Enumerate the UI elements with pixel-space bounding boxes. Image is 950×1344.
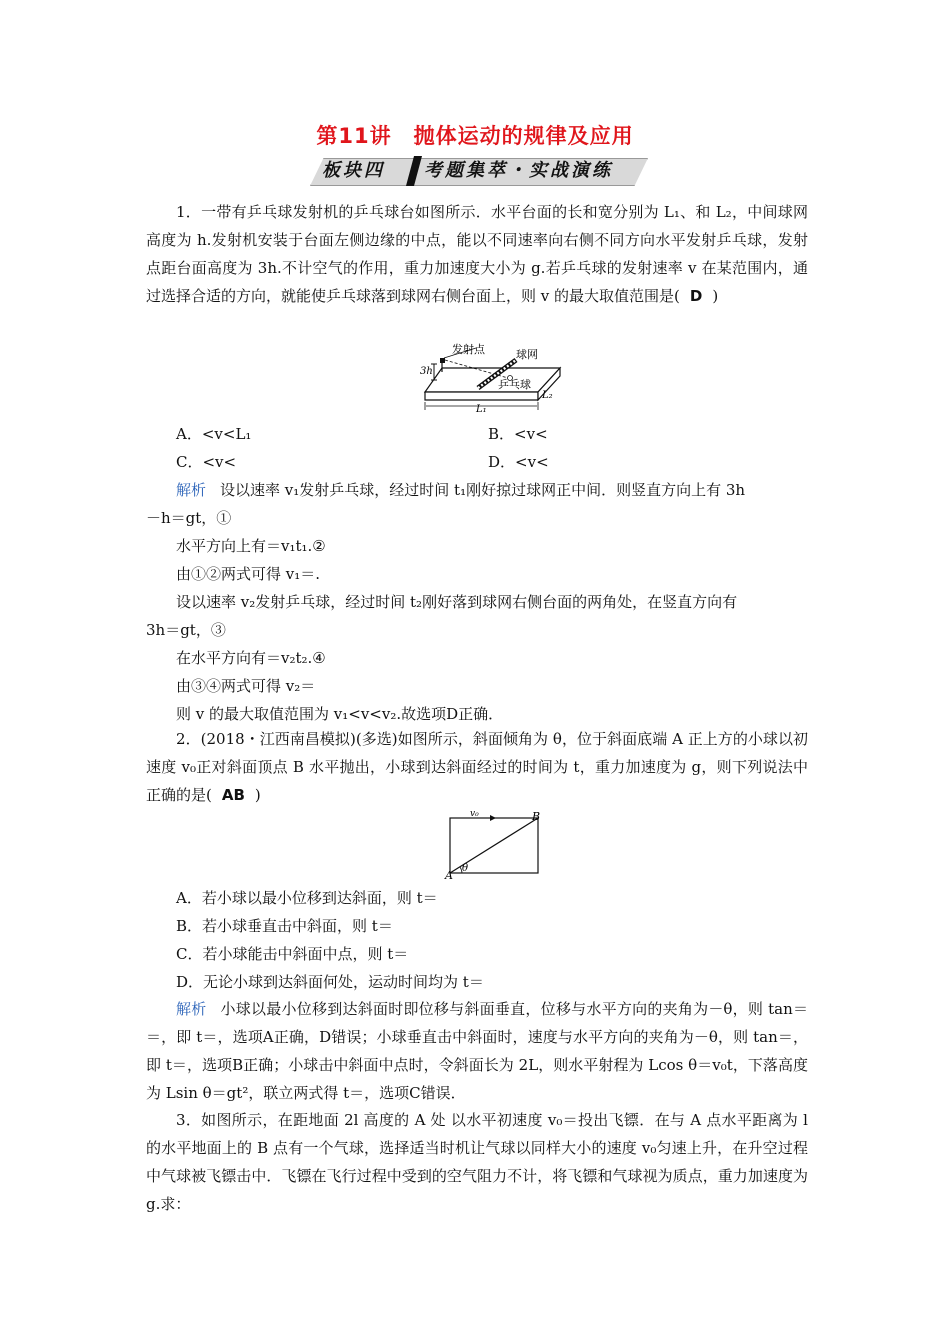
q1-answer: D: [689, 287, 703, 305]
q1-analysis-line-1: [176, 476, 745, 504]
q1-stem: [146, 198, 808, 310]
q2-option-d: D．无论小球到达斜面何处，运动时间均为 t＝: [176, 973, 484, 991]
v0-label: v₀: [470, 809, 479, 819]
banner-section-label: 板块四: [322, 160, 385, 181]
net-label: 球网: [516, 348, 538, 361]
q1-analysis-line-8: 由③④两式可得 v₂＝: [176, 677, 316, 695]
length-label: L₁: [476, 404, 487, 415]
point-a-label: A: [445, 869, 453, 880]
ball-label: 乒乓球: [498, 378, 531, 391]
q2-analysis-text: 小球以最小位移到达斜面时即位移与斜面垂直，位移与水平方向的夹角为－θ，则 tan＝＝，即 t＝，选项A正确，D错误；小球垂直击中斜面时，速度与水平方向的夹角为－θ，则 tan＝，即 t＝，选项B正确；小球击中斜面中点时，令斜面长为 2L，则水平射程为 Lcos θ＝v₀t，下落高度为 Lsin θ＝gt²，联立两式得 t＝，选项C错误．: [146, 1000, 808, 1102]
q1-analysis-line-7: 在水平方向有＝v₂t₂.④: [176, 649, 326, 667]
q2-option-a: A．若小球以最小位移到达斜面，则 t＝: [176, 889, 438, 907]
q2-stem-close: ): [254, 786, 261, 804]
q1-analysis-line-2: －h＝gt，①: [146, 509, 232, 527]
launch-point-label: 发射点: [452, 343, 485, 356]
q2-stem-text: 2．(2018・江西南昌模拟)(多选)如图所示，斜面倾角为 θ，位于斜面底端 A 正上方的小球以初速度 v₀正对斜面顶点 B 水平抛出，小球到达斜面经过的时间为 t，重力加速度为 g，则下列说法中正确的是(: [146, 730, 808, 804]
width-label: L₂: [542, 390, 553, 401]
q2-answer: AB: [221, 786, 245, 804]
q1-option-a: A．<v<L₁: [176, 425, 252, 443]
q2-stem: [146, 725, 808, 809]
page-title: 第11讲 抛体运动的规律及应用: [316, 124, 634, 148]
banner-section-title: 考题集萃・实战演练: [424, 160, 613, 181]
q1-analysis-line-6: 3h＝gt，③: [146, 621, 226, 639]
q2-analysis: [146, 995, 808, 1107]
point-b-label: B: [532, 810, 541, 823]
q1-analysis-line-3: 水平方向上有＝v₁t₁.②: [176, 537, 326, 555]
q1-analysis-label: 解析: [176, 481, 207, 499]
q1-stem-close: ): [712, 287, 719, 305]
q1-table-figure: [420, 340, 565, 415]
q1-analysis-text-1: 设以速率 v₁发射乒乓球，经过时间 t₁刚好掠过球网正中间．则竖直方向上有 3h: [220, 481, 746, 499]
theta-label: θ: [462, 863, 469, 874]
q1-stem-text: 1．一带有乒乓球发射机的乒乓球台如图所示．水平台面的长和宽分别为 L₁、和 L₂，中间球网高度为 h.发射机安装于台面左侧边缘的中点，能以不同速率向右侧不同方向水平发射乒乓球，发射点距台面高度为 3h.不计空气的作用，重力加速度大小为 g.若乒乓球的发射速率 v 在某范围内，通过选择合适的方向，就能使乒乓球落到球网右侧台面上，则 v 的最大取值范围是(: [146, 203, 808, 305]
q2-option-c: C．若小球能击中斜面中点，则 t＝: [176, 945, 409, 963]
q1-option-c: C．<v<: [176, 453, 237, 471]
q2-option-b: B．若小球垂直击中斜面，则 t＝: [176, 917, 393, 935]
q1-option-b: B．<v<: [488, 425, 548, 443]
q1-analysis-line-4: 由①②两式可得 v₁＝.: [176, 565, 321, 583]
q1-option-d: D．<v<: [488, 453, 549, 471]
q1-analysis-line-5: 设以速率 v₂发射乒乓球，经过时间 t₂刚好落到球网右侧台面的两角处，在竖直方向有: [176, 593, 738, 611]
height-label: 3h: [420, 366, 433, 377]
q1-analysis-line-9: 则 v 的最大取值范围为 v₁<v<v₂.故选项D正确．: [176, 705, 504, 723]
q2-slope-figure: [440, 808, 545, 880]
q2-analysis-label: 解析: [176, 1000, 207, 1018]
q3-stem: 3．如图所示，在距地面 2l 高度的 A 处 以水平初速度 v₀＝投出飞镖．在与 A 点水平距离为 l 的水平地面上的 B 点有一个气球，选择适当时机让气球以同样大小的速度 v₀匀速上升，在升空过程中气球被飞镖击中．飞镖在飞行过程中受到的空气阻力不计，将飞镖和气球视为质点，重力加速度为 g.求：: [146, 1111, 808, 1213]
section-banner: [310, 156, 646, 186]
